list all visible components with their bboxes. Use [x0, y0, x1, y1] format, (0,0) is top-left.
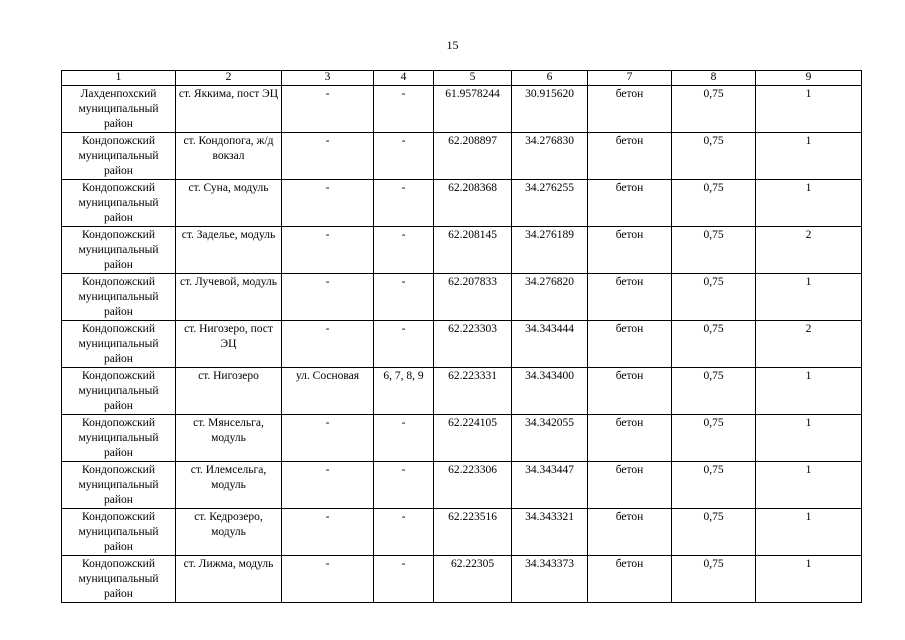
cell-surface: бетон — [588, 462, 672, 509]
cell-house: - — [374, 462, 434, 509]
table-row — [62, 321, 862, 368]
cell-longitude: 34.342055 — [512, 415, 588, 462]
column-header-9: 9 — [756, 71, 862, 86]
cell-district: Кондопожский муниципальный район — [62, 462, 176, 509]
cell-street: - — [282, 274, 374, 321]
cell-value-9: 1 — [756, 509, 862, 556]
cell-house: - — [374, 274, 434, 321]
column-header-6: 6 — [512, 71, 588, 86]
cell-value-9: 1 — [756, 133, 862, 180]
cell-house: - — [374, 86, 434, 133]
cell-longitude: 34.343373 — [512, 556, 588, 603]
cell-surface: бетон — [588, 274, 672, 321]
cell-value-8: 0,75 — [672, 227, 756, 274]
cell-latitude: 62.223306 — [434, 462, 512, 509]
cell-surface: бетон — [588, 180, 672, 227]
cell-surface: бетон — [588, 556, 672, 603]
cell-surface: бетон — [588, 321, 672, 368]
cell-district: Кондопожский муниципальный район — [62, 368, 176, 415]
cell-street: - — [282, 133, 374, 180]
cell-surface: бетон — [588, 509, 672, 556]
table-row — [62, 509, 862, 556]
table-row — [62, 180, 862, 227]
column-header-1: 1 — [62, 71, 176, 86]
cell-longitude: 34.276255 — [512, 180, 588, 227]
cell-latitude: 61.9578244 — [434, 86, 512, 133]
cell-house: - — [374, 133, 434, 180]
cell-latitude: 62.207833 — [434, 274, 512, 321]
cell-longitude: 30.915620 — [512, 86, 588, 133]
cell-latitude: 62.208145 — [434, 227, 512, 274]
cell-value-8: 0,75 — [672, 415, 756, 462]
cell-value-8: 0,75 — [672, 509, 756, 556]
cell-station: ст. Лижма, модуль — [176, 556, 282, 603]
cell-surface: бетон — [588, 86, 672, 133]
cell-station: ст. Заделье, модуль — [176, 227, 282, 274]
cell-station: ст. Мянсельга, модуль — [176, 415, 282, 462]
cell-surface: бетон — [588, 133, 672, 180]
cell-value-9: 1 — [756, 180, 862, 227]
cell-station: ст. Лучевой, модуль — [176, 274, 282, 321]
cell-latitude: 62.208897 — [434, 133, 512, 180]
cell-district: Кондопожский муниципальный район — [62, 274, 176, 321]
cell-station: ст. Кедрозеро, модуль — [176, 509, 282, 556]
cell-surface: бетон — [588, 368, 672, 415]
cell-value-8: 0,75 — [672, 133, 756, 180]
cell-house: 6, 7, 8, 9 — [374, 368, 434, 415]
cell-latitude: 62.223331 — [434, 368, 512, 415]
cell-station: ст. Илемсельга, модуль — [176, 462, 282, 509]
cell-district: Кондопожский муниципальный район — [62, 180, 176, 227]
column-header-8: 8 — [672, 71, 756, 86]
cell-latitude: 62.208368 — [434, 180, 512, 227]
cell-longitude: 34.276189 — [512, 227, 588, 274]
page-number: 15 — [446, 38, 459, 52]
cell-longitude: 34.343444 — [512, 321, 588, 368]
cell-street: ул. Сосновая — [282, 368, 374, 415]
cell-street: - — [282, 180, 374, 227]
cell-district: Кондопожский муниципальный район — [62, 509, 176, 556]
header-row — [62, 71, 862, 86]
table-row — [62, 86, 862, 133]
column-header-3: 3 — [282, 71, 374, 86]
cell-house: - — [374, 556, 434, 603]
table-row — [62, 415, 862, 462]
cell-latitude: 62.22305 — [434, 556, 512, 603]
cell-station: ст. Нигозеро, пост ЭЦ — [176, 321, 282, 368]
cell-longitude: 34.343321 — [512, 509, 588, 556]
cell-district: Кондопожский муниципальный район — [62, 415, 176, 462]
cell-street: - — [282, 415, 374, 462]
table-row — [62, 133, 862, 180]
cell-value-9: 1 — [756, 86, 862, 133]
cell-district: Кондопожский муниципальный район — [62, 321, 176, 368]
cell-house: - — [374, 321, 434, 368]
cell-latitude: 62.223303 — [434, 321, 512, 368]
cell-district: Кондопожский муниципальный район — [62, 133, 176, 180]
column-header-5: 5 — [434, 71, 512, 86]
cell-surface: бетон — [588, 227, 672, 274]
cell-value-9: 2 — [756, 321, 862, 368]
cell-district: Лахденпохский муниципальный район — [62, 86, 176, 133]
cell-value-8: 0,75 — [672, 321, 756, 368]
table-body — [62, 86, 862, 603]
cell-value-8: 0,75 — [672, 86, 756, 133]
cell-station: ст. Нигозеро — [176, 368, 282, 415]
cell-value-8: 0,75 — [672, 556, 756, 603]
cell-street: - — [282, 86, 374, 133]
cell-house: - — [374, 415, 434, 462]
cell-street: - — [282, 227, 374, 274]
data-table — [61, 70, 862, 603]
cell-station: ст. Суна, модуль — [176, 180, 282, 227]
table-row — [62, 556, 862, 603]
table-row — [62, 462, 862, 509]
cell-value-8: 0,75 — [672, 180, 756, 227]
table-row — [62, 227, 862, 274]
cell-street: - — [282, 321, 374, 368]
cell-value-8: 0,75 — [672, 368, 756, 415]
cell-longitude: 34.276820 — [512, 274, 588, 321]
cell-house: - — [374, 227, 434, 274]
column-header-4: 4 — [374, 71, 434, 86]
cell-district: Кондопожский муниципальный район — [62, 227, 176, 274]
cell-longitude: 34.343400 — [512, 368, 588, 415]
cell-value-9: 1 — [756, 462, 862, 509]
cell-station: ст. Кондопога, ж/д вокзал — [176, 133, 282, 180]
cell-house: - — [374, 180, 434, 227]
cell-longitude: 34.343447 — [512, 462, 588, 509]
cell-street: - — [282, 556, 374, 603]
cell-district: Кондопожский муниципальный район — [62, 556, 176, 603]
cell-latitude: 62.224105 — [434, 415, 512, 462]
cell-value-8: 0,75 — [672, 274, 756, 321]
cell-value-9: 1 — [756, 274, 862, 321]
cell-value-9: 1 — [756, 415, 862, 462]
cell-value-9: 2 — [756, 227, 862, 274]
cell-house: - — [374, 509, 434, 556]
cell-value-8: 0,75 — [672, 462, 756, 509]
cell-station: ст. Яккима, пост ЭЦ — [176, 86, 282, 133]
cell-value-9: 1 — [756, 556, 862, 603]
cell-surface: бетон — [588, 415, 672, 462]
column-header-2: 2 — [176, 71, 282, 86]
column-header-7: 7 — [588, 71, 672, 86]
table-row — [62, 368, 862, 415]
cell-street: - — [282, 462, 374, 509]
table-row — [62, 274, 862, 321]
cell-longitude: 34.276830 — [512, 133, 588, 180]
cell-latitude: 62.223516 — [434, 509, 512, 556]
cell-street: - — [282, 509, 374, 556]
cell-value-9: 1 — [756, 368, 862, 415]
